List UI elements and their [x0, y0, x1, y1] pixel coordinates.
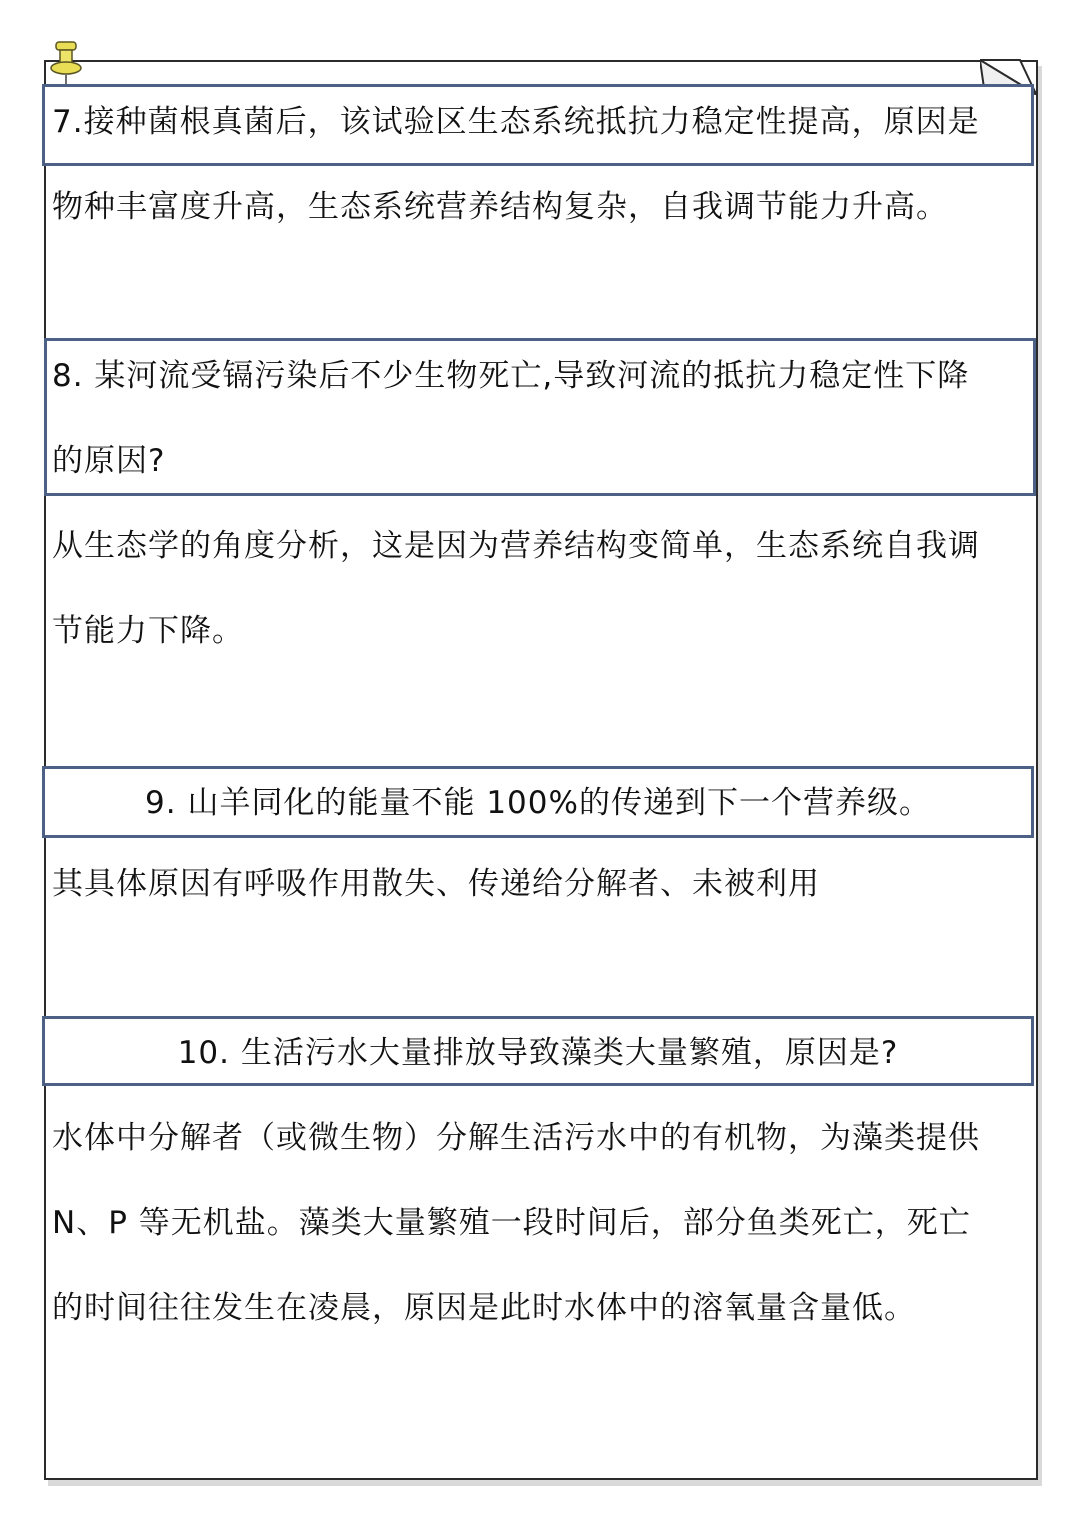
question-7-line-1: 7.接种菌根真菌后，该试验区生态系统抵抗力稳定性提高，原因是: [52, 104, 980, 140]
question-8-line-1: 8. 某河流受镉污染后不少生物死亡,导致河流的抵抗力稳定性下降: [52, 358, 970, 394]
answer-7-line-1: 物种丰富度升高，生态系统营养结构复杂，自我调节能力升高。: [52, 189, 948, 225]
question-10-line-1: 10. 生活污水大量排放导致藻类大量繁殖，原因是?: [177, 1035, 899, 1071]
answer-8-line-1: 从生态学的角度分析，这是因为营养结构变简单，生态系统自我调: [52, 528, 980, 564]
answer-8-line-2: 节能力下降。: [52, 613, 244, 649]
answer-10-line-2: N、P 等无机盐。藻类大量繁殖一段时间后，部分鱼类死亡，死亡: [52, 1205, 971, 1241]
answer-10-line-1: 水体中分解者（或微生物）分解生活污水中的有机物，为藻类提供: [52, 1120, 980, 1156]
question-8-line-2: 的原因?: [52, 443, 166, 479]
question-9-line-1: 9. 山羊同化的能量不能 100%的传递到下一个营养级。: [145, 785, 931, 821]
question-box-10: [42, 1016, 1034, 1086]
question-box-9: [42, 766, 1034, 838]
answer-10-line-3: 的时间往往发生在凌晨，原因是此时水体中的溶氧量含量低。: [52, 1290, 916, 1326]
answer-9-line-1: 其具体原因有呼吸作用散失、传递给分解者、未被利用: [52, 866, 820, 902]
